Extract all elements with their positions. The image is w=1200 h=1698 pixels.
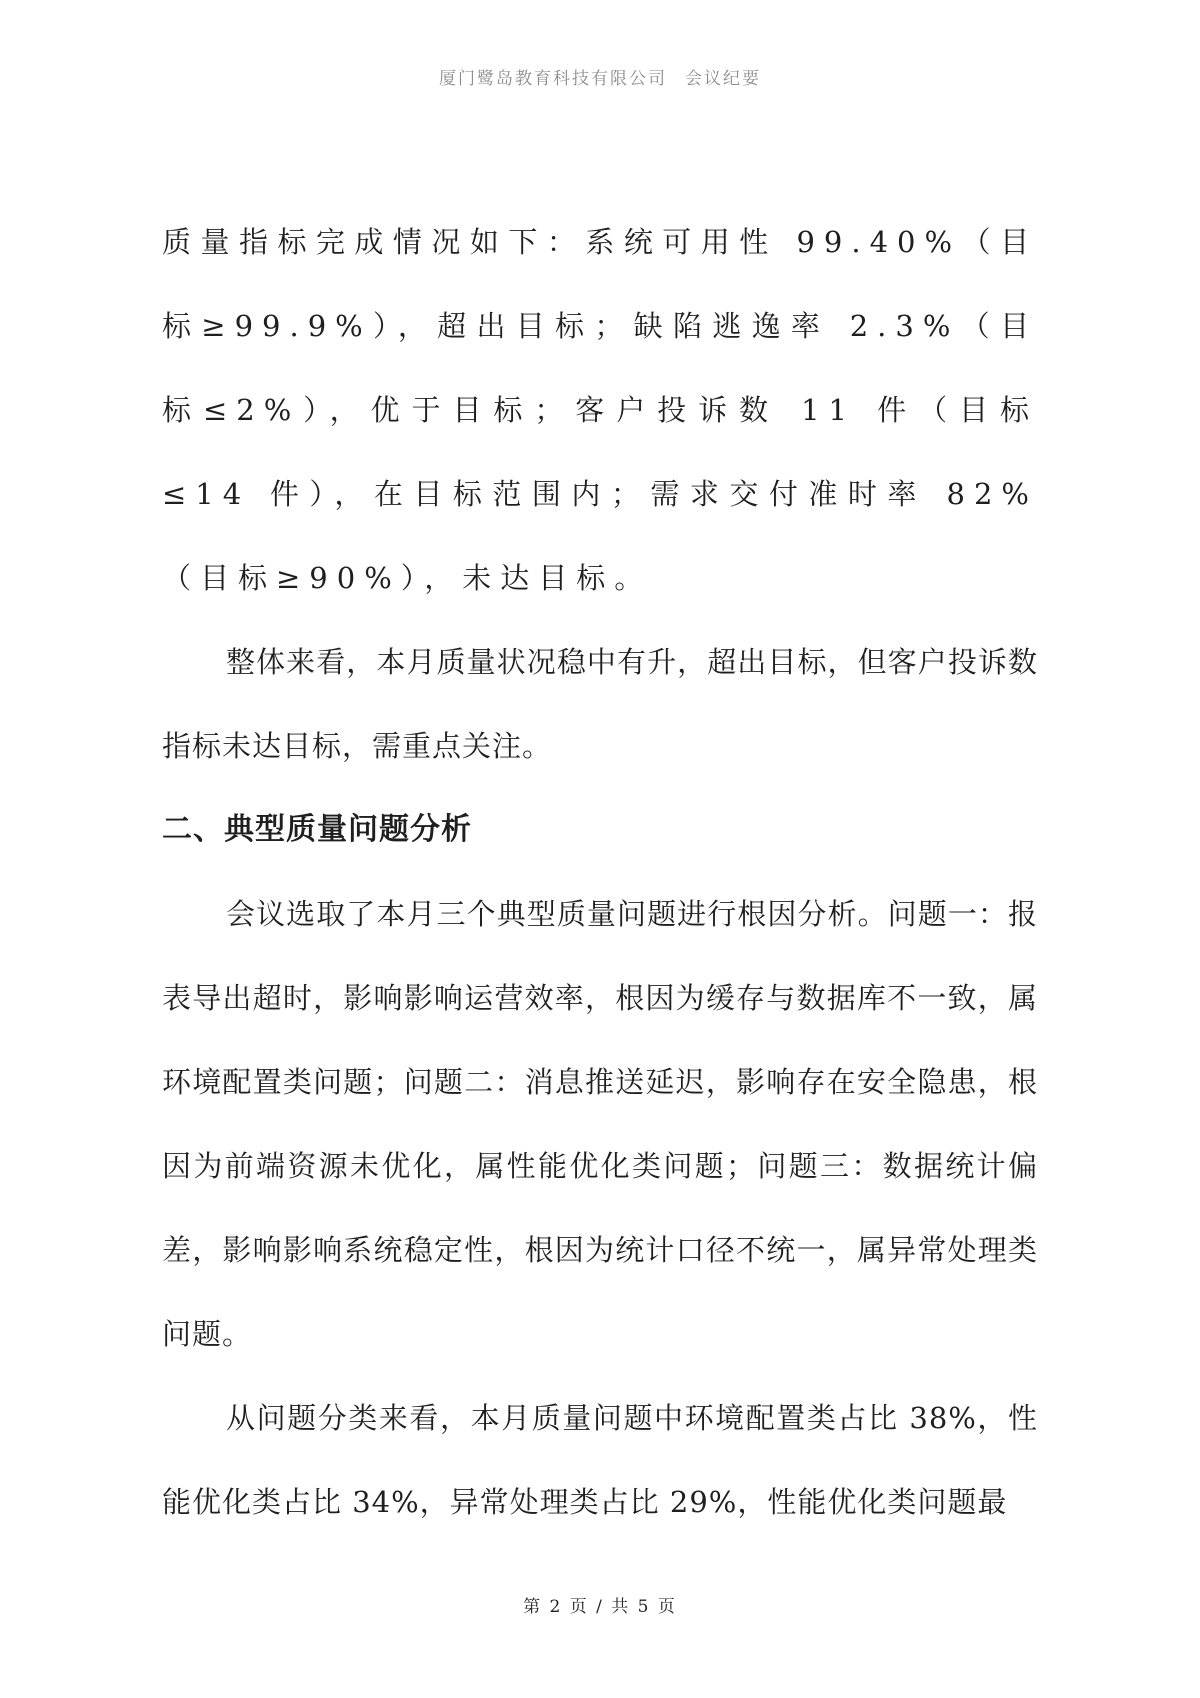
document-body: [162, 200, 1038, 1544]
page-header: [0, 68, 1200, 90]
paragraph-issue-classification: 从问题分类来看，本月质量问题中环境配置类占比 38%，性能优化类占比 34%，异常处理类占比 29%，性能优化类问题最: [162, 1401, 1038, 1519]
paragraph-root-cause-analysis: 会议选取了本月三个典型质量问题进行根因分析。问题一：报表导出超时，影响影响运营效率，根因为缓存与数据库不一致，属环境配置类问题；问题二：消息推送延迟，影响存在安全隐患，根因为前端资源未优化，属性能优化类问题；问题三：数据统计偏差，影响影响系统稳定性，根因为统计口径不统一，属异常处理类问题。: [162, 897, 1038, 1351]
section-heading-typical-issues: 二、典型质量问题分析: [162, 812, 472, 847]
page-number: 第 2 页 / 共 5 页: [523, 1597, 677, 1617]
paragraph-quality-metrics: 质量指标完成情况如下：系统可用性 99.40%（目标≥99.9%），超出目标；缺陷逃逸率 2.3%（目标≤2%），优于目标；客户投诉数 11 件（目标≤14 件），在目标范围内；需求交付准时率 82%（目标≥90%），未达目标。: [162, 225, 1038, 595]
paragraph-overall-summary: 整体来看，本月质量状况稳中有升，超出目标，但客户投诉数指标未达目标，需重点关注。: [162, 645, 1038, 763]
header-company: 厦门鹭岛教育科技有限公司: [439, 69, 667, 89]
header-doc-type: 会议纪要: [685, 69, 761, 89]
